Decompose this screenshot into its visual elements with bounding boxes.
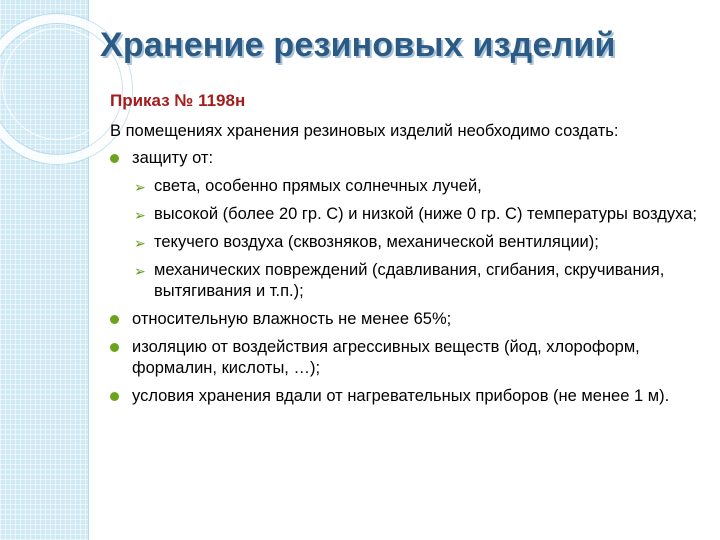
- list-item-text: текучего воздуха (сквозняков, механической вентиляции);: [154, 233, 599, 251]
- list-item: [110, 386, 710, 407]
- list-item: [110, 309, 710, 330]
- list-item-text: изоляцию от воздействия агрессивных веществ (йод, хлороформ, формалин, кислоты, …);: [132, 338, 640, 377]
- arrow-bullet-icon: ➢: [134, 207, 146, 223]
- slide-body: [110, 90, 710, 414]
- list-item: [110, 337, 710, 379]
- sub-list-item: [110, 232, 710, 253]
- list-item-text: механических повреждений (сдавливания, сгибания, скручивания, вытягивания и т.п.);: [154, 261, 665, 300]
- round-bullet-icon: [110, 343, 119, 352]
- arrow-bullet-icon: ➢: [134, 235, 146, 251]
- sub-list-item: [110, 260, 710, 302]
- intro-text: В помещениях хранения резиновых изделий необходимо создать:: [110, 122, 619, 140]
- sub-list-item: [110, 176, 710, 197]
- bullet-list: [110, 148, 710, 407]
- list-item-text: условия хранения вдали от нагревательных приборов (не менее 1 м).: [132, 387, 670, 405]
- round-bullet-icon: [110, 392, 119, 401]
- decorative-ring-inner-icon: [2, 28, 114, 140]
- list-item-text: света, особенно прямых солнечных лучей,: [154, 177, 482, 195]
- list-item-text: защиту от:: [132, 149, 214, 167]
- arrow-bullet-icon: ➢: [134, 179, 146, 195]
- round-bullet-icon: [110, 315, 119, 324]
- sub-list-item: [110, 204, 710, 225]
- list-item-text: высокой (более 20 гр. С) и низкой (ниже 0 гр. С) температуры воздуха;: [154, 205, 697, 223]
- arrow-bullet-icon: ➢: [134, 263, 146, 279]
- round-bullet-icon: [110, 154, 119, 163]
- list-item-text: относительную влажность не менее 65%;: [132, 310, 452, 328]
- decorative-sidebar: [0, 0, 89, 540]
- list-item: [110, 148, 710, 169]
- slide-title: Хранение резиновых изделий: [100, 26, 616, 64]
- order-reference: Приказ № 1198н: [110, 91, 246, 110]
